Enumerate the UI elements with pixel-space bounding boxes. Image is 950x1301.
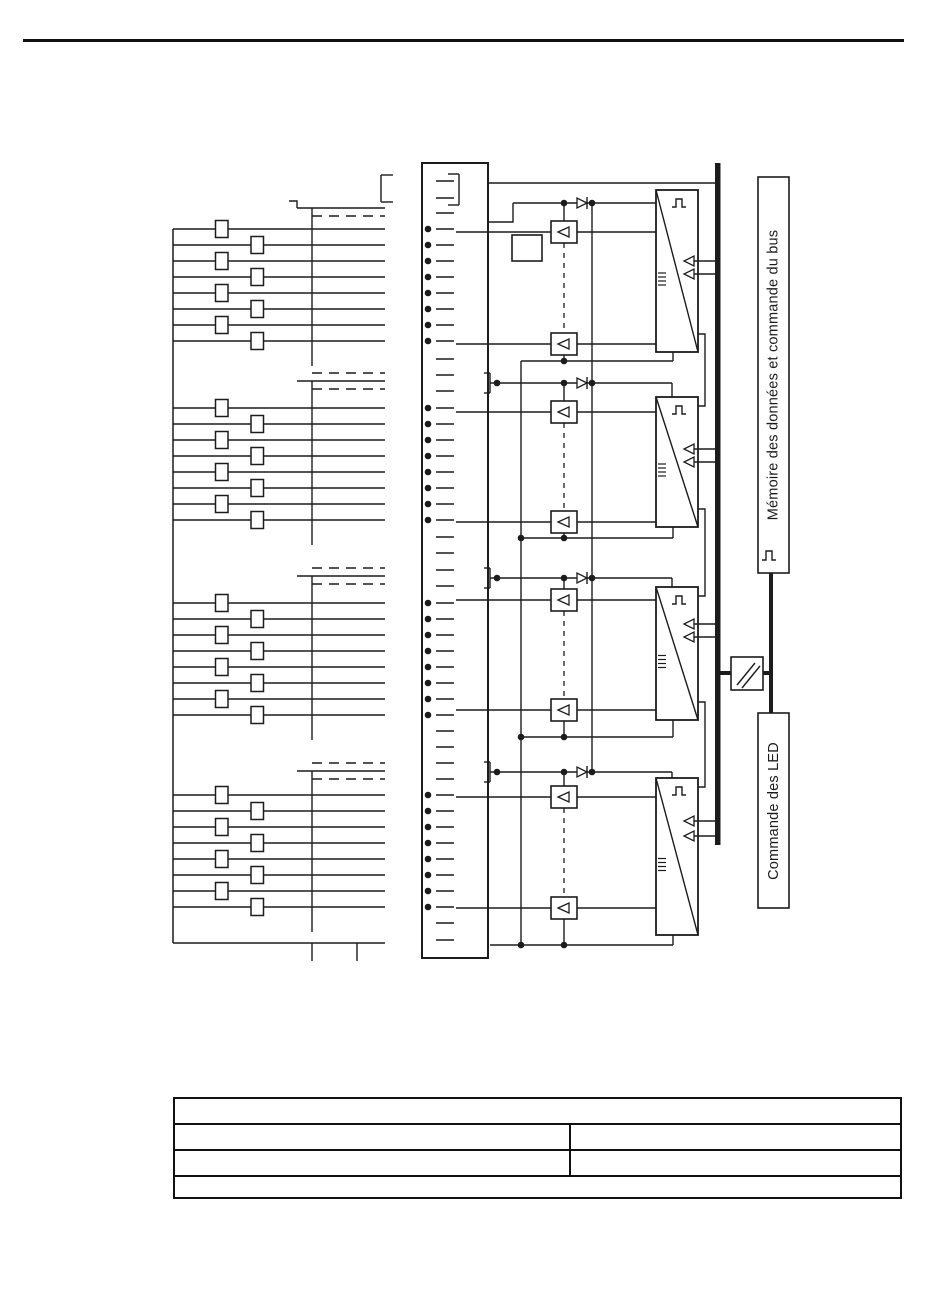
input-group-3 [173,568,385,740]
terminal-strip [422,163,488,958]
jumper-bracket-left [381,175,393,202]
register-chain [698,334,705,787]
bus-memory-box [758,177,789,573]
table-row [175,1099,900,1125]
table-cell-right-1 [571,1125,900,1149]
shift-register-4 [656,778,715,935]
filter-box [512,235,542,261]
input-field-block [173,229,385,961]
bus-memory-label: Mémoire des données et commande du bus [765,229,782,521]
bus-bar [715,163,721,845]
led-control-box [758,713,789,908]
shift-register-1 [656,190,715,352]
input-group-1 [173,201,385,366]
dcdc-converter-icon [720,657,771,690]
table-row [175,1151,900,1177]
shift-register-2 [656,397,715,527]
table-cell-left-2 [175,1151,571,1175]
table-row [175,1177,900,1199]
table-row [175,1125,900,1151]
table-cell-left-1 [175,1125,571,1149]
table-cell-footer [175,1177,900,1199]
table-cell-right-2 [571,1151,900,1175]
input-group-2 [173,373,385,545]
input-group-4 [173,763,385,932]
shift-register-3 [656,587,715,720]
led-control-label: Commande des LED [765,741,782,880]
table-cell-header [175,1099,900,1123]
bottom-table [173,1097,902,1199]
